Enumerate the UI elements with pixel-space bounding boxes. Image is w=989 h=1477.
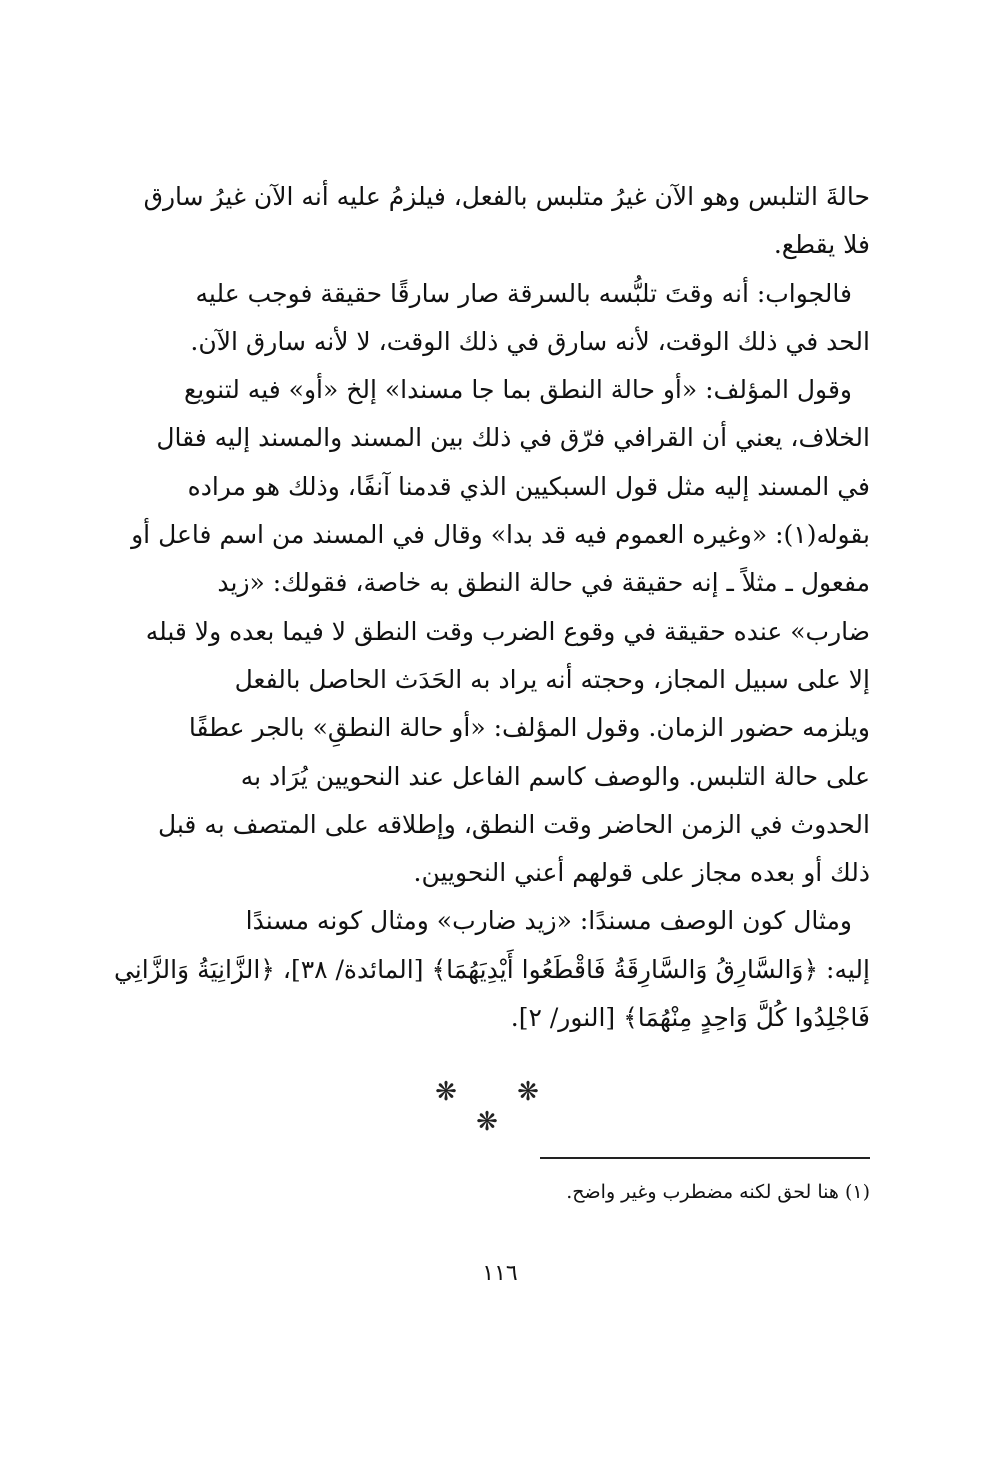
body-line: ويلزمه حضور الزمان. وقول المؤلف: «أو حالة النطقِ» بالجر عطفًا xyxy=(188,713,870,743)
body-line: على حالة التلبس. والوصف كاسم الفاعل عند النحويين يُرَاد به xyxy=(240,761,870,791)
body-line: إليه: ﴿وَالسَّارِقُ وَالسَّارِقَةُ فَاقْطَعُوا أَيْدِيَهُمَا﴾ [المائدة/ ٣٨]، ﴿الزَّانِيَةُ وَالزَّانِي xyxy=(113,954,870,984)
section-separator: ❋ ❋ ❋ xyxy=(435,1077,565,1137)
body-line: وقول المؤلف: «أو حالة النطق بما جا مسندا» إلخ «أو» فيه لتنويع xyxy=(183,375,852,405)
body-line: ومثال كون الوصف مسندًا: «زيد ضارب» ومثال كونه مسندًا xyxy=(245,906,852,936)
page-number: ١١٦ xyxy=(482,1261,518,1286)
body-line: الحد في ذلك الوقت، لأنه سارق في ذلك الوقت، لا لأنه سارق الآن. xyxy=(190,326,870,356)
body-line: حالةَ التلبس وهو الآن غيرُ متلبس بالفعل، فيلزمُ عليه أنه الآن غيرُ سارق xyxy=(143,182,870,211)
body-line: الخلاف، يعني أن القرافي فرّق في ذلك بين المسند والمسند إليه فقال xyxy=(156,423,870,453)
footnote: (١) هنا لحق لكنه مضطرب وغير واضح. xyxy=(566,1181,870,1203)
body-line: ضارب» عنده حقيقة في وقوع الضرب وقت النطق لا فيما بعده ولا قبله xyxy=(145,616,870,646)
body-line: في المسند إليه مثل قول السبكيين الذي قدمنا آنفًا، وذلك هو مراده xyxy=(187,471,870,501)
body-line: فالجواب: أنه وقتَ تلبُّسه بالسرقة صار سارقًا حقيقة فوجب عليه xyxy=(195,278,852,308)
body-line: فَاجْلِدُوا كُلَّ وَاحِدٍ مِنْهُمَا﴾ [النور/ ٢]. xyxy=(510,1003,870,1033)
body-line: بقوله(١): «وغيره العموم فيه قد بدا» وقال في المسند من اسم فاعل أو xyxy=(131,520,870,550)
body-line: ذلك أو بعده مجاز على قولهم أعني النحويين. xyxy=(413,858,870,888)
body-text xyxy=(100,173,870,1042)
body-line: فلا يقطع. xyxy=(773,230,870,260)
body-line: مفعول ـ مثلاً ـ إنه حقيقة في حالة النطق به خاصة، فقولك: «زيد xyxy=(217,568,870,598)
footnote-rule xyxy=(540,1157,870,1159)
body-line: الحدوث في الزمن الحاضر وقت النطق، وإطلاقه على المتصف به قبل xyxy=(157,809,870,839)
body-line: إلا على سبيل المجاز، وحجته أنه يراد به الحَدَث الحاصل بالفعل xyxy=(234,664,870,694)
